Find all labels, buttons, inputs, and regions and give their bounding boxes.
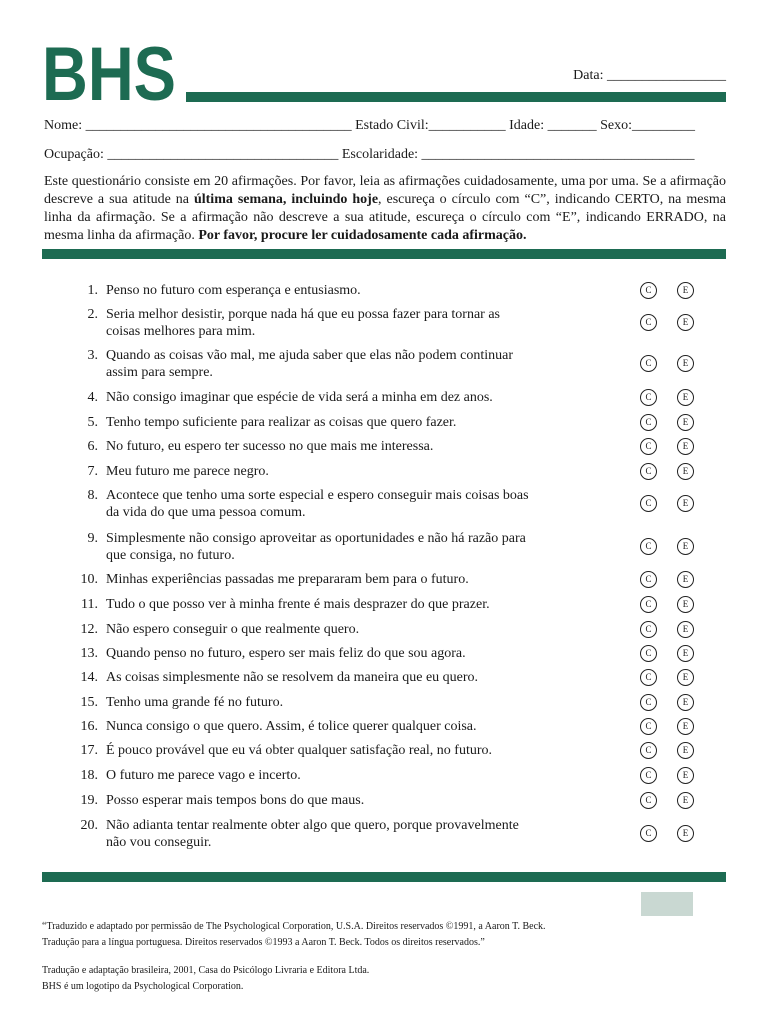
item-text: Posso esperar mais tempos bons do que maus. xyxy=(106,793,365,808)
item-text: Tudo o que posso ver à minha frente é mais desprazer do que prazer. xyxy=(106,597,490,612)
item-number: 4. xyxy=(87,390,98,405)
certo-circle[interactable]: C xyxy=(640,596,657,613)
bhs-logo xyxy=(42,32,176,117)
errado-circle[interactable]: E xyxy=(677,355,694,372)
copyright-line-1: “Traduzido e adaptado por permissão de The Psychological Corporation, U.S.A. Direitos reservados ©1991, a Aaron T. Beck. xyxy=(42,921,546,932)
sex-field[interactable]: Sexo:_________ xyxy=(600,118,695,133)
item-text: Acontece que tenho uma sorte especial e espero conseguir mais coisas boas da vida do que uma pessoa comum. xyxy=(106,488,529,520)
header-green-bar xyxy=(186,92,726,102)
certo-circle[interactable]: C xyxy=(640,355,657,372)
item-number: 19. xyxy=(80,793,98,808)
item-number: 18. xyxy=(80,768,98,783)
item-number: 15. xyxy=(80,695,98,710)
marital-status-field[interactable]: Estado Civil:___________ xyxy=(355,118,506,133)
item-text: Seria melhor desistir, porque nada há que eu possa fazer para tornar as coisas melhores para mim. xyxy=(106,307,501,339)
certo-circle[interactable]: C xyxy=(640,495,657,512)
item-text: Não consigo imaginar que espécie de vida será a minha em dez anos. xyxy=(106,390,493,405)
certo-circle[interactable]: C xyxy=(640,742,657,759)
item-text: Não espero conseguir o que realmente quero. xyxy=(106,622,360,637)
errado-circle[interactable]: E xyxy=(677,438,694,455)
item-number: 20. xyxy=(80,818,98,833)
certo-circle[interactable]: C xyxy=(640,438,657,455)
personal-info-row-2 xyxy=(44,147,695,163)
errado-circle[interactable]: E xyxy=(677,314,694,331)
errado-circle[interactable]: E xyxy=(677,718,694,735)
item-number: 5. xyxy=(87,415,98,430)
errado-circle[interactable]: E xyxy=(677,694,694,711)
education-field[interactable]: Escolaridade: _______________________________________ xyxy=(341,147,695,162)
certo-circle[interactable]: C xyxy=(640,414,657,431)
publisher-line-2: BHS é um logotipo da Psychological Corporation. xyxy=(42,981,244,992)
item-number: 11. xyxy=(81,597,98,612)
item-number: 8. xyxy=(87,488,98,503)
item-number: 9. xyxy=(87,531,98,546)
item-text: Simplesmente não consigo aproveitar as oportunidades e não há razão para que consiga, no futuro. xyxy=(106,531,526,563)
errado-circle[interactable]: E xyxy=(677,742,694,759)
item-text: As coisas simplesmente não se resolvem da maneira que eu quero. xyxy=(106,670,479,685)
errado-circle[interactable]: E xyxy=(677,669,694,686)
item-number: 16. xyxy=(80,719,98,734)
occupation-field[interactable]: Ocupação: _________________________________ xyxy=(44,147,339,162)
item-number: 12. xyxy=(80,622,98,637)
errado-circle[interactable]: E xyxy=(677,596,694,613)
item-number: 6. xyxy=(87,439,98,454)
item-number: 10. xyxy=(80,572,98,587)
item-text: Minhas experiências passadas me prepararam bem para o futuro. xyxy=(106,572,469,587)
item-text: Penso no futuro com esperança e entusiasmo. xyxy=(106,283,361,298)
certo-circle[interactable]: C xyxy=(640,389,657,406)
item-number: 3. xyxy=(87,348,98,363)
personal-info-row-1 xyxy=(44,118,695,134)
errado-circle[interactable]: E xyxy=(677,538,694,555)
name-field[interactable]: Nome: ______________________________________ xyxy=(44,118,352,133)
copyright-notice xyxy=(42,919,722,951)
certo-circle[interactable]: C xyxy=(640,669,657,686)
item-number: 7. xyxy=(87,464,98,479)
item-number: 1. xyxy=(87,283,98,298)
certo-circle[interactable]: C xyxy=(640,718,657,735)
certo-circle[interactable]: C xyxy=(640,282,657,299)
score-box xyxy=(641,892,693,916)
item-text: O futuro me parece vago e incerto. xyxy=(106,768,301,783)
errado-circle[interactable]: E xyxy=(677,495,694,512)
publisher-notice xyxy=(42,963,722,995)
item-text: Quando as coisas vão mal, me ajuda saber que elas não podem continuar assim para sempre. xyxy=(106,348,514,380)
item-text: No futuro, eu espero ter sucesso no que mais me interessa. xyxy=(106,439,434,454)
errado-circle[interactable]: E xyxy=(677,571,694,588)
certo-circle[interactable]: C xyxy=(640,571,657,588)
errado-circle[interactable]: E xyxy=(677,463,694,480)
errado-circle[interactable]: E xyxy=(677,825,694,842)
item-number: 13. xyxy=(80,646,98,661)
certo-circle[interactable]: C xyxy=(640,463,657,480)
certo-circle[interactable]: C xyxy=(640,645,657,662)
errado-circle[interactable]: E xyxy=(677,621,694,638)
item-text: Quando penso no futuro, espero ser mais feliz do que sou agora. xyxy=(106,646,466,661)
instructions: Este questionário consiste em 20 afirmações. Por favor, leia as afirmações cuidadosamente, uma por uma. Se a afirmação descreve a sua atitude na última semana, incluindo hoje, escureça o círculo com “C”, indicando CERTO, na mesma linha da afirmação. Se a afirmação não descreve a sua atitude, escureça o círculo com “E”, indicando ERRADO, na mesma linha da afirmação. Por favor, procure ler cuidadosamente cada afirmação. xyxy=(44,174,726,243)
item-text: Não adianta tentar realmente obter algo que quero, porque provavelmente não vou conseguir. xyxy=(106,818,519,850)
publisher-line-1: Tradução e adaptação brasileira, 2001, Casa do Psicólogo Livraria e Editora Ltda. xyxy=(42,965,370,976)
item-text: É pouco provável que eu vá obter qualquer satisfação real, no futuro. xyxy=(106,743,493,758)
certo-circle[interactable]: C xyxy=(640,767,657,784)
item-number: 17. xyxy=(80,743,98,758)
svg-text:BHS: BHS xyxy=(42,32,176,117)
item-number: 2. xyxy=(87,307,98,322)
errado-circle[interactable]: E xyxy=(677,389,694,406)
item-text: Tenho uma grande fé no futuro. xyxy=(106,695,284,710)
certo-circle[interactable]: C xyxy=(640,621,657,638)
divider-bar-top xyxy=(42,249,726,259)
item-text: Nunca consigo o que quero. Assim, é tolice querer qualquer coisa. xyxy=(106,719,477,734)
certo-circle[interactable]: C xyxy=(640,694,657,711)
age-field[interactable]: Idade: _______ xyxy=(509,118,597,133)
certo-circle[interactable]: C xyxy=(640,792,657,809)
errado-circle[interactable]: E xyxy=(677,645,694,662)
item-text: Tenho tempo suficiente para realizar as coisas que quero fazer. xyxy=(106,415,457,430)
errado-circle[interactable]: E xyxy=(677,767,694,784)
item-text: Meu futuro me parece negro. xyxy=(106,464,269,479)
errado-circle[interactable]: E xyxy=(677,414,694,431)
errado-circle[interactable]: E xyxy=(677,282,694,299)
certo-circle[interactable]: C xyxy=(640,314,657,331)
item-number: 14. xyxy=(80,670,98,685)
divider-bar-bottom xyxy=(42,872,726,882)
copyright-line-2: Tradução para a língua portuguesa. Direitos reservados ©1993 a Aaron T. Beck. Todos os direitos reservados.” xyxy=(42,937,485,948)
certo-circle[interactable]: C xyxy=(640,825,657,842)
errado-circle[interactable]: E xyxy=(677,792,694,809)
certo-circle[interactable]: C xyxy=(640,538,657,555)
date-field[interactable]: Data: _________________ xyxy=(573,68,726,83)
